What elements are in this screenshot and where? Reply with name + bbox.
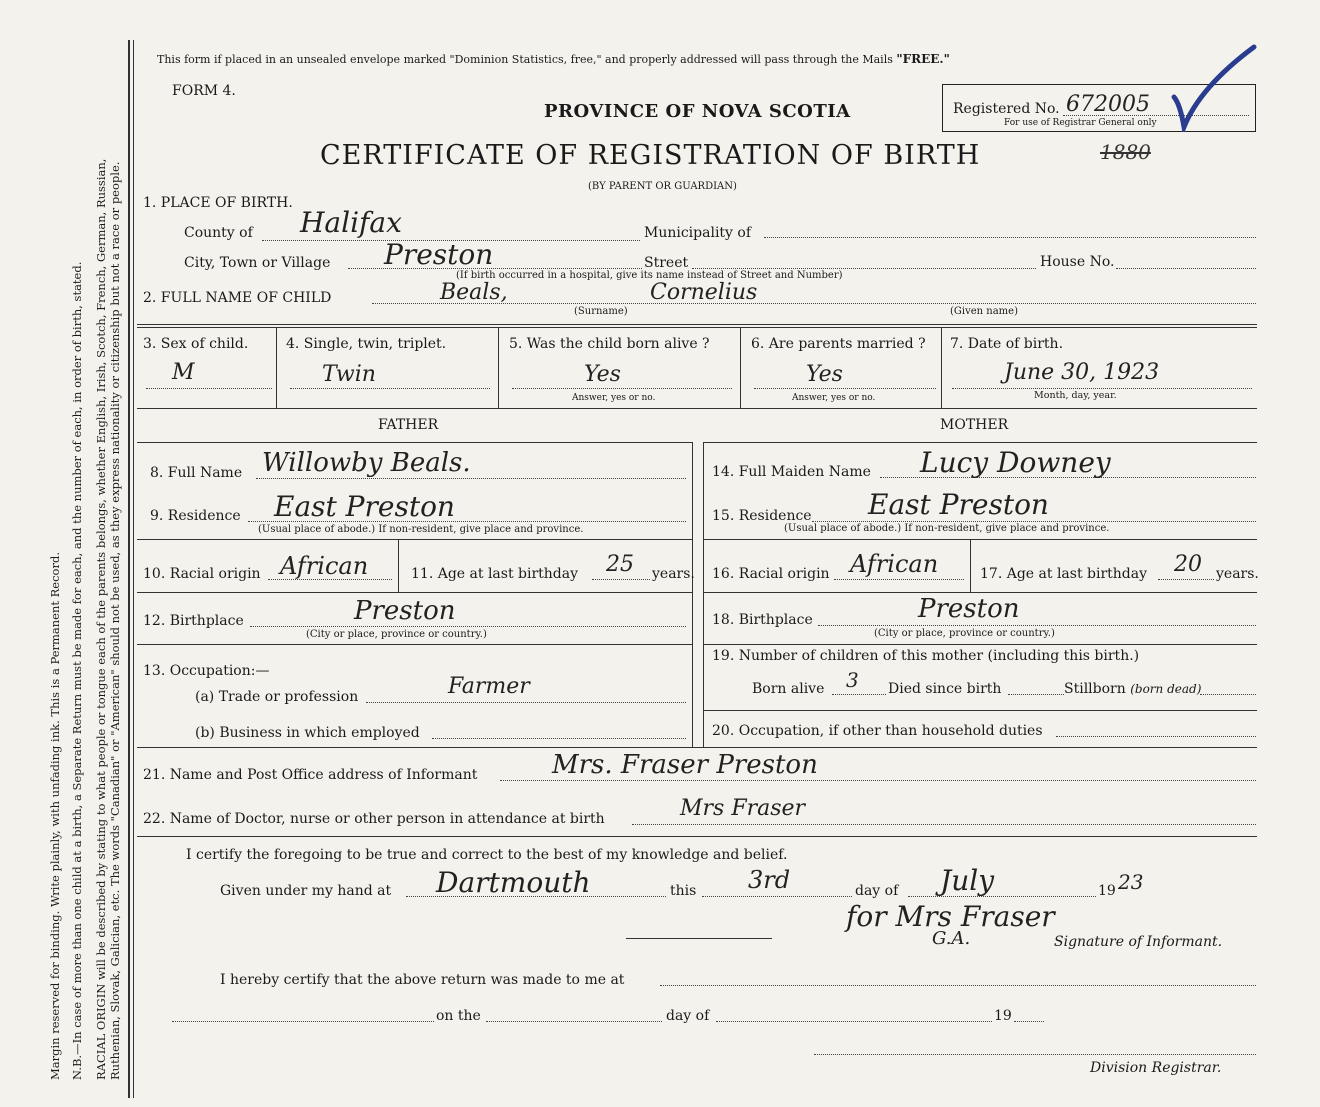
- old-number-struck: 1880: [1100, 140, 1151, 164]
- father-residence-note: (Usual place of abode.) If non-resident, give place and province.: [258, 524, 584, 535]
- single-value: Twin: [322, 362, 376, 387]
- father-age-value: 25: [606, 552, 634, 577]
- mother-age-value: 20: [1174, 552, 1202, 577]
- given-under-label: Given under my hand at: [220, 883, 392, 899]
- father-name-value: Willowby Beals.: [262, 448, 471, 478]
- certificate-subtitle: (BY PARENT OR GUARDIAN): [588, 181, 737, 192]
- margin-rule-1: [128, 40, 130, 1098]
- registrar-year-prefix: 19: [994, 1008, 1012, 1024]
- father-name-label: 8. Full Name: [150, 465, 243, 481]
- mother-birthplace-value: Preston: [918, 594, 1020, 624]
- mother-racial-value: African: [850, 550, 939, 578]
- city-label: City, Town or Village: [184, 255, 331, 271]
- mother-birthplace-label: 18. Birthplace: [712, 612, 813, 628]
- mother-years-label: years.: [1216, 566, 1259, 582]
- mother-children-label: 19. Number of children of this mother (including this birth.): [712, 648, 1140, 664]
- stillborn-label: Stillborn (born dead): [1064, 681, 1202, 697]
- alive-value: Yes: [584, 362, 621, 387]
- father-residence-value: East Preston: [274, 490, 455, 523]
- margin-note-1: Margin reserved for binding. Write plainly, with unfading ink. This is a Permanent Record.: [48, 552, 62, 1080]
- municipality-label: Municipality of: [644, 225, 752, 241]
- child-surname: Beals,: [440, 280, 508, 305]
- married-note: Answer, yes or no.: [792, 393, 876, 403]
- year-value: 23: [1118, 870, 1144, 894]
- father-heading: FATHER: [378, 417, 439, 433]
- margin-note-4: Ruthenian, Slovak, Galician, etc. The words "Canadian" or "American" should not be used, as they express nationality or citizenship but not a race or people.: [108, 161, 122, 1080]
- on-the-label: on the: [436, 1008, 481, 1024]
- dob-value: June 30, 1923: [1004, 360, 1160, 385]
- division-registrar-label: Division Registrar.: [1090, 1060, 1222, 1076]
- top-note: This form if placed in an unsealed envelope marked "Dominion Statistics, free," and properly addressed will pass through the Mails "FREE.": [157, 52, 950, 66]
- born-alive-value: 3: [846, 668, 859, 692]
- died-since-birth-label: Died since birth: [888, 681, 1002, 697]
- child-name-label: 2. FULL NAME OF CHILD: [143, 290, 332, 306]
- day-of-label: day of: [855, 883, 899, 899]
- surname-note: (Surname): [574, 306, 628, 317]
- registrar-statement: I hereby certify that the above return was made to me at: [220, 972, 625, 988]
- father-trade-value: Farmer: [448, 674, 530, 699]
- mother-residence-label: 15. Residence: [712, 508, 812, 524]
- signature-of-informant-label: Signature of Informant.: [1054, 934, 1223, 950]
- father-racial-label: 10. Racial origin: [143, 566, 261, 582]
- given-name-note: (Given name): [950, 306, 1018, 317]
- mother-residence-note: (Usual place of abode.) If non-resident, give place and province.: [784, 523, 1110, 534]
- father-residence-label: 9. Residence: [150, 508, 241, 524]
- registered-number: 672005: [1066, 92, 1150, 117]
- city-value: Preston: [384, 238, 494, 271]
- house-label: House No.: [1040, 254, 1115, 270]
- county-value: Halifax: [300, 206, 402, 239]
- father-birthplace-label: 12. Birthplace: [143, 613, 244, 629]
- checkmark-icon: [1170, 42, 1260, 132]
- father-age-label: 11. Age at last birthday: [411, 566, 579, 582]
- form-number: FORM 4.: [172, 83, 236, 99]
- certificate-title: CERTIFICATE OF REGISTRATION OF BIRTH: [320, 140, 981, 171]
- alive-note: Answer, yes or no.: [572, 393, 656, 403]
- sex-label: 3. Sex of child.: [143, 336, 249, 352]
- street-label: Street: [644, 255, 689, 271]
- mother-birthplace-note: (City or place, province or country.): [874, 628, 1055, 639]
- margin-note-2: N.B.—In case of more than one child at a birth, a Separate Return must be made for each, and the number of each, in order of birth, stated.: [70, 261, 84, 1080]
- child-given-name: Cornelius: [650, 280, 758, 305]
- mother-name-label: 14. Full Maiden Name: [712, 464, 871, 480]
- father-racial-value: African: [280, 552, 369, 580]
- mother-name-value: Lucy Downey: [920, 446, 1111, 479]
- margin-rule-2: [133, 40, 134, 1098]
- signature-initials: G.A.: [932, 928, 971, 949]
- registrar-day-of-label: day of: [666, 1008, 710, 1024]
- month-value: July: [940, 864, 995, 897]
- alive-label: 5. Was the child born alive ?: [509, 336, 710, 352]
- father-birthplace-note: (City or place, province or country.): [306, 629, 487, 640]
- doctor-value: Mrs Fraser: [680, 796, 806, 821]
- father-business-label: (b) Business in which employed: [195, 725, 420, 741]
- this-label: this: [670, 883, 697, 899]
- father-trade-label: (a) Trade or profession: [195, 689, 359, 705]
- day-value: 3rd: [748, 866, 791, 894]
- father-birthplace-value: Preston: [354, 596, 456, 626]
- doctor-label: 22. Name of Doctor, nurse or other person in attendance at birth: [143, 811, 605, 827]
- informant-label: 21. Name and Post Office address of Informant: [143, 767, 478, 783]
- sex-value: M: [172, 360, 195, 385]
- mother-racial-label: 16. Racial origin: [712, 566, 830, 582]
- certify-statement: I certify the foregoing to be true and correct to the best of my knowledge and belief.: [186, 847, 788, 863]
- mother-occupation-label: 20. Occupation, if other than household duties: [712, 723, 1043, 739]
- father-occupation-label: 13. Occupation:—: [143, 663, 270, 679]
- hospital-note: (If birth occurred in a hospital, give its name instead of Street and Number): [456, 270, 843, 281]
- married-label: 6. Are parents married ?: [751, 336, 926, 352]
- informant-value: Mrs. Fraser Preston: [552, 750, 818, 780]
- place-heading: 1. PLACE OF BIRTH.: [143, 195, 293, 211]
- year-prefix: 19: [1098, 883, 1116, 899]
- registered-note: For use of Registrar General only: [1004, 118, 1157, 128]
- dob-label: 7. Date of birth.: [950, 336, 1064, 352]
- county-label: County of: [184, 225, 253, 241]
- margin-note-3: RACIAL ORIGIN will be described by stating to what people or tongue each of the parents belongs, whether English, Irish, Scotch, French, German, Russian,: [94, 158, 108, 1080]
- dob-note: Month, day, year.: [1034, 390, 1117, 401]
- father-years-label: years.: [652, 566, 695, 582]
- given-place-value: Dartmouth: [436, 866, 591, 899]
- mother-residence-value: East Preston: [868, 488, 1049, 521]
- mother-age-label: 17. Age at last birthday: [980, 566, 1148, 582]
- informant-signature: for Mrs Fraser: [846, 900, 1055, 933]
- married-value: Yes: [806, 362, 843, 387]
- province-heading: PROVINCE OF NOVA SCOTIA: [544, 101, 851, 122]
- mother-heading: MOTHER: [940, 417, 1009, 433]
- single-label: 4. Single, twin, triplet.: [286, 336, 447, 352]
- born-alive-label: Born alive: [752, 681, 825, 697]
- registered-label: Registered No.: [953, 101, 1060, 117]
